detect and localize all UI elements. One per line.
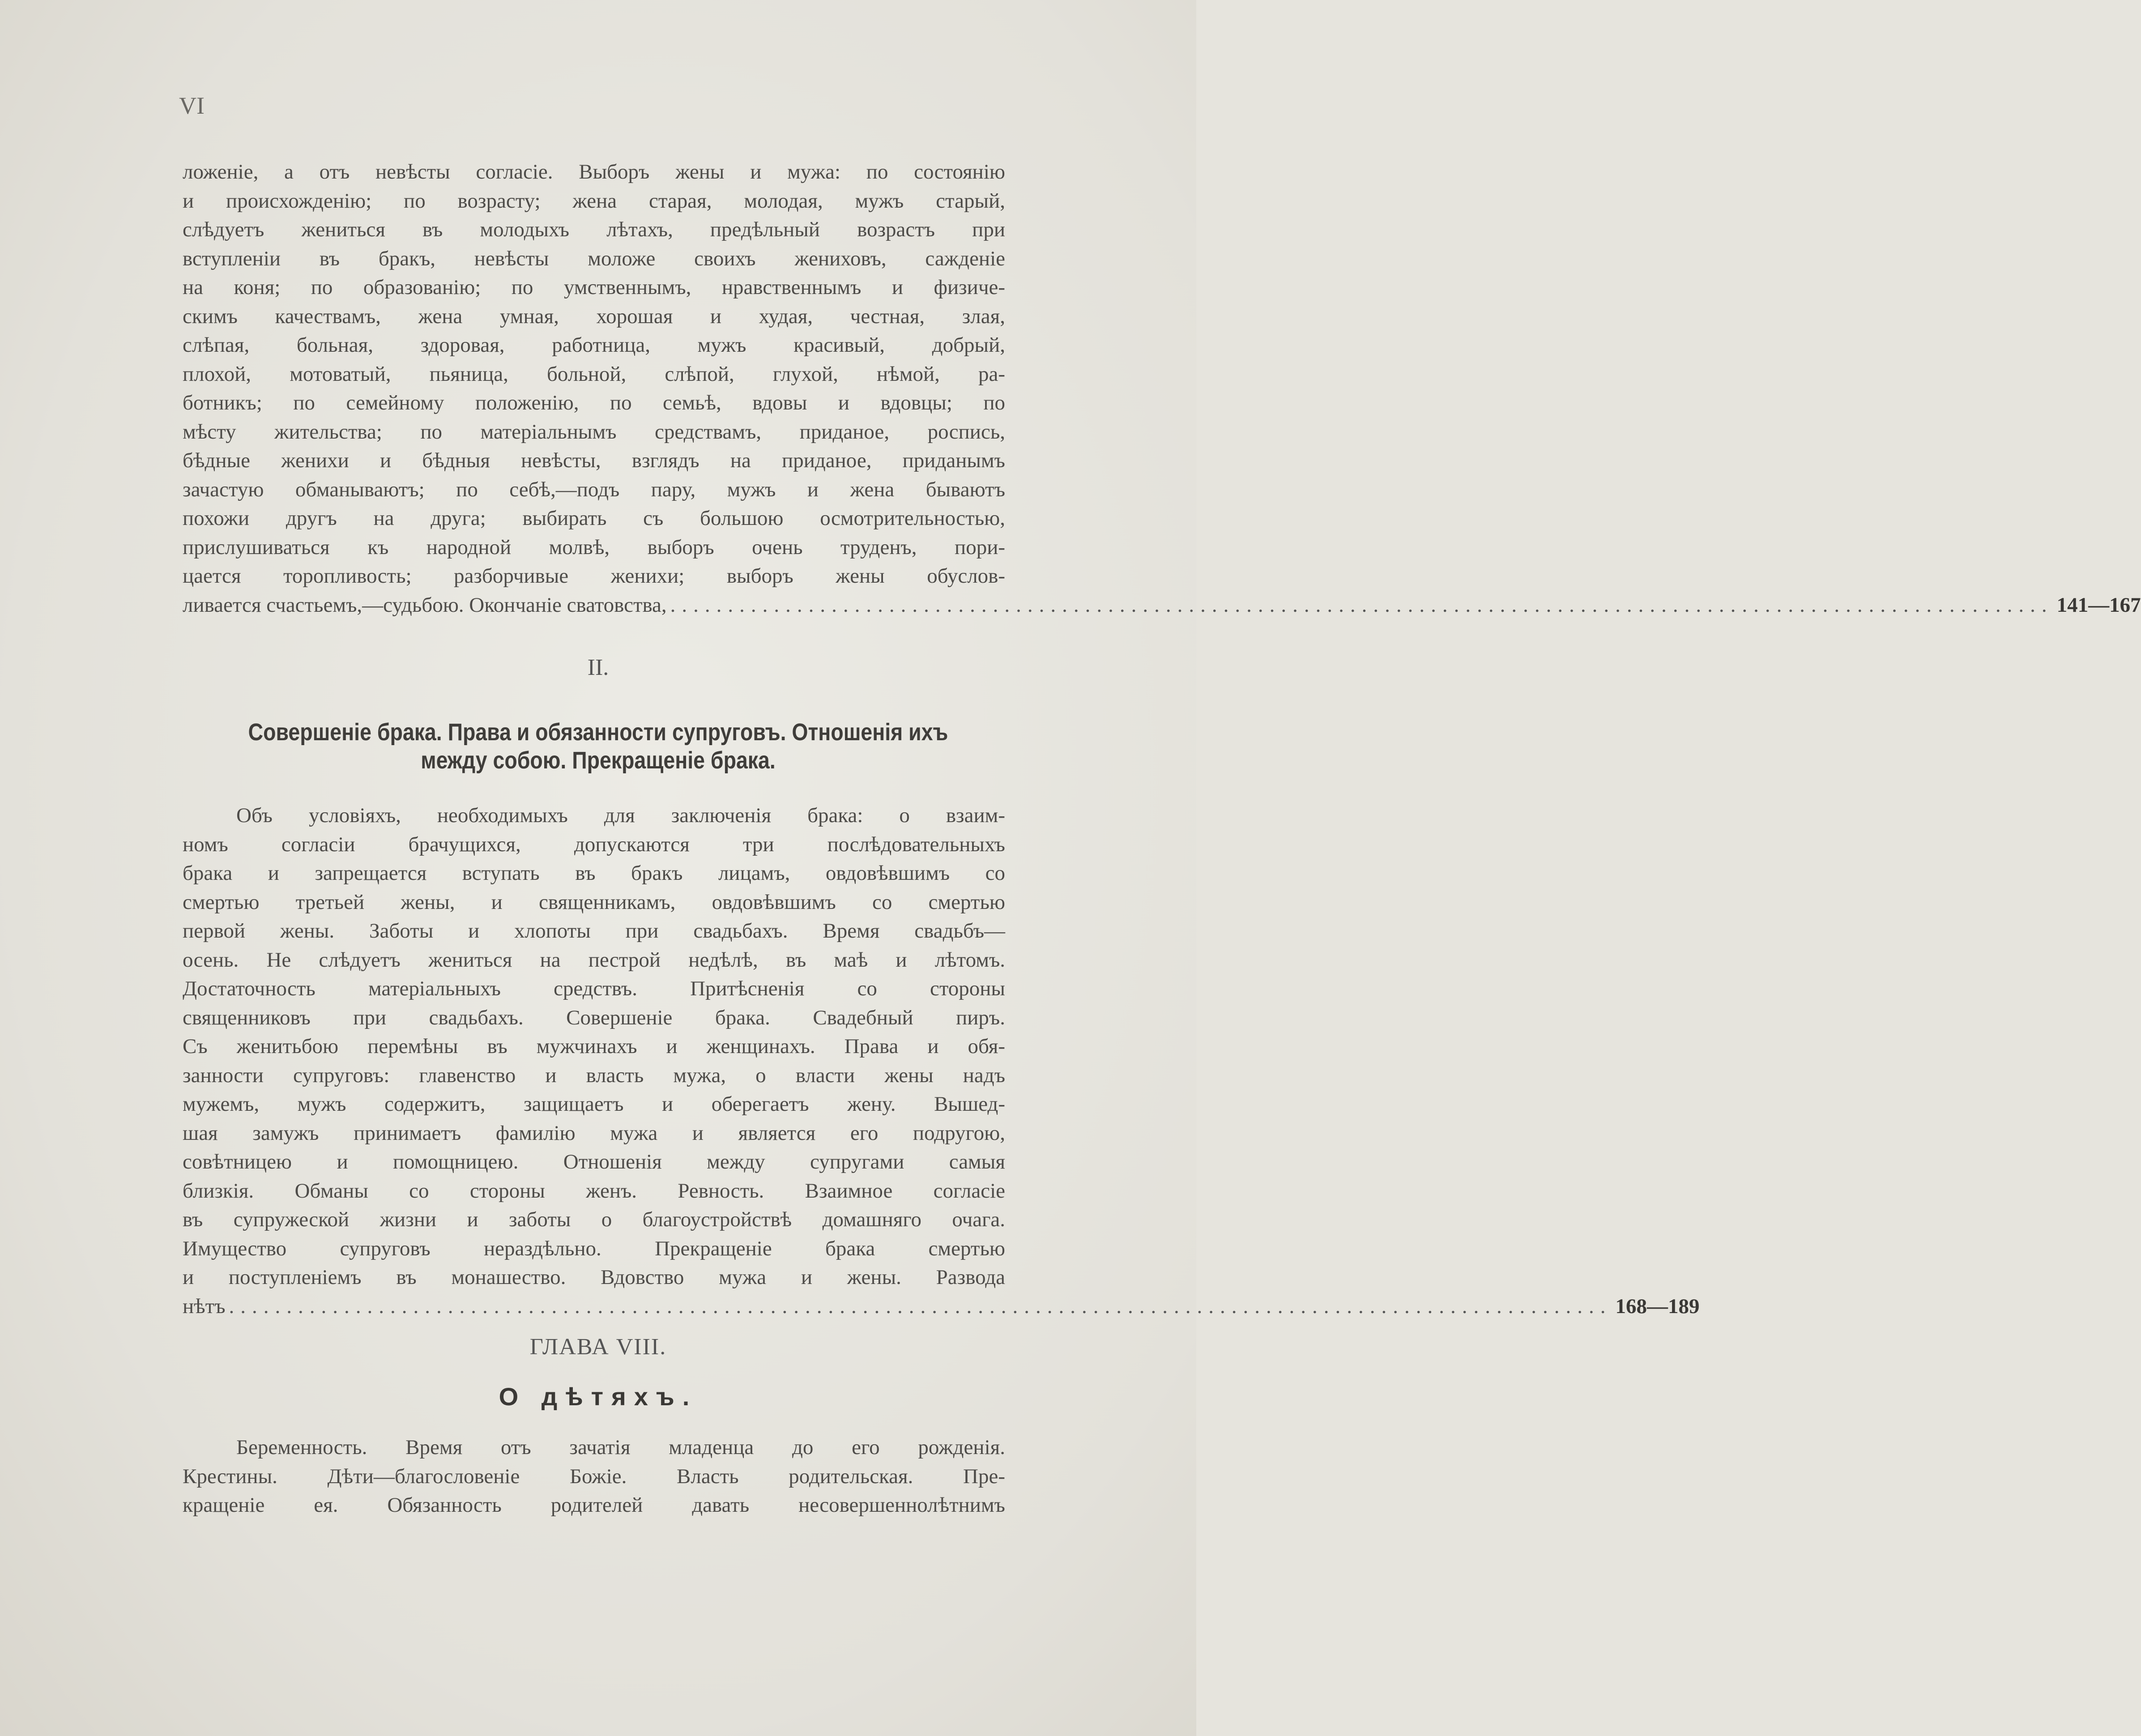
text-line: священниковъ при свадьбахъ. Совершеніе брака. Свадебный пиръ. — [183, 1006, 1005, 1029]
dot-leader: ........................................................................................................................ — [670, 593, 2053, 617]
text-line: и поступленіемъ въ монашество. Вдовство мужа и жены. Развода — [183, 1266, 1005, 1289]
text-line: номъ согласіи брачущихся, допускаются три послѣдовательныхъ — [183, 832, 1005, 856]
text-line: шая замужъ принимаетъ фамилію мужа и является его подругою, — [183, 1121, 1005, 1145]
text-line: кращеніе ея. Обязанность родителей давать несовершеннолѣтнимъ — [183, 1493, 1005, 1517]
chapter-title: О дѣтяхъ. — [499, 1382, 698, 1411]
text-line: похожи другъ на друга; выбирать съ большою осмотрительностью, — [183, 507, 1005, 530]
text-line: прислушиваться къ народной молвѣ, выборъ очень труденъ, пори- — [183, 535, 1005, 559]
text-line: слѣдуетъ жениться въ молодыхъ лѣтахъ, предѣльный возрастъ при — [183, 218, 1005, 241]
dot-leader: ........................................................................................................................ — [229, 1294, 1612, 1318]
text-line: и происхожденію; по возрасту; жена старая, молодая, мужъ старый, — [183, 189, 1005, 213]
page-range: 141—167 — [2056, 593, 2141, 617]
section-2-heading — [84, 718, 1113, 775]
page-folio: VI — [179, 92, 205, 119]
text-line: ботникъ; по семейному положенію, по семьѣ, вдовы и вдовцы; по — [183, 391, 1005, 414]
section-2-heading-line: между собою. Прекращеніе брака. — [421, 747, 776, 774]
text-line: Съ женитьбою перемѣны въ мужчинахъ и женщинахъ. Права и обя- — [183, 1035, 1005, 1058]
text-line: Беременность. Время отъ зачатія младенца до его рожденія. — [236, 1436, 1005, 1459]
text-line: плохой, мотоватый, пьяница, больной, слѣпой, глухой, нѣмой, ра- — [183, 362, 1005, 386]
text-line: въ супружеской жизни и заботы о благоустройствѣ домашняго очага. — [183, 1208, 1005, 1231]
text-line: брака и запрещается вступать въ бракъ лицамъ, овдовѣвшимъ со — [183, 862, 1005, 885]
text-line: мужемъ, мужъ содержитъ, защищаетъ и оберегаетъ жену. Вышед- — [183, 1092, 1005, 1116]
text-line: бѣдные женихи и бѣдныя невѣсты, взглядъ на приданое, приданымъ — [183, 449, 1005, 472]
text-line: Достаточность матеріальныхъ средствъ. Притѣсненія со стороны — [183, 977, 1005, 1000]
text-line: ложеніе, а отъ невѣсты согласіе. Выборъ жены и мужа: по состоянію — [183, 160, 1005, 183]
text-line: осень. Не слѣдуетъ жениться на пестрой недѣлѣ, въ маѣ и лѣтомъ. — [183, 948, 1005, 972]
text-line: Имущество супруговъ нераздѣльно. Прекращеніе брака смертью — [183, 1237, 1005, 1260]
toc-entry-line — [183, 591, 2141, 620]
text-line: цается торопливость; разборчивые женихи; выборъ жены обуслов- — [183, 564, 1005, 588]
toc-entry-text: нѣтъ — [183, 1294, 226, 1318]
text-line: Объ условіяхъ, необходимыхъ для заключенія брака: о взаим- — [236, 804, 1005, 827]
text-line: на коня; по образованію; по умственнымъ, нравственнымъ и физиче- — [183, 276, 1005, 299]
chapter-label: ГЛАВА VIII. — [529, 1334, 667, 1360]
text-line: Крестины. Дѣти—благословеніе Божіе. Власть родительская. Пре- — [183, 1464, 1005, 1488]
toc-entry-line — [183, 1292, 1700, 1321]
text-line: скимъ качествамъ, жена умная, хорошая и худая, честная, злая, — [183, 304, 1005, 328]
text-line: занности супруговъ: главенство и власть мужа, о власти жены надъ — [183, 1063, 1005, 1087]
text-line: совѣтницею и помощницею. Отношенія между супругами самыя — [183, 1150, 1005, 1173]
chapter-paragraph — [183, 1433, 1005, 1520]
text-line: первой жены. Заботы и хлопоты при свадьбахъ. Время свадьбъ— — [183, 919, 1005, 943]
text-line: вступленіи въ бракъ, невѣсты моложе своихъ жениховъ, сажденіе — [183, 247, 1005, 270]
section-2-heading-line: Совершеніе брака. Права и обязанности супруговъ. Отношенія ихъ — [248, 719, 948, 746]
page-range: 168—189 — [1615, 1294, 1700, 1318]
text-line: мѣсту жительства; по матеріальнымъ средствамъ, приданое, роспись, — [183, 420, 1005, 444]
text-line: смертью третьей жены, и священникамъ, овдовѣвшимъ со смертью — [183, 890, 1005, 914]
text-line: слѣпая, больная, здоровая, работница, мужъ красивый, добрый, — [183, 333, 1005, 357]
section-1-paragraph — [183, 158, 2141, 619]
toc-entry-text: ливается счастьемъ,—судьбою. Окончаніе сватовства, — [183, 593, 667, 617]
section-2-number: II. — [587, 655, 609, 680]
text-line: близкія. Обманы со стороны женъ. Ревность. Взаимное согласіе — [183, 1179, 1005, 1203]
section-2-paragraph — [183, 801, 1700, 1321]
text-line: зачастую обманываютъ; по себѣ,—подъ пару, мужъ и жена бываютъ — [183, 478, 1005, 501]
